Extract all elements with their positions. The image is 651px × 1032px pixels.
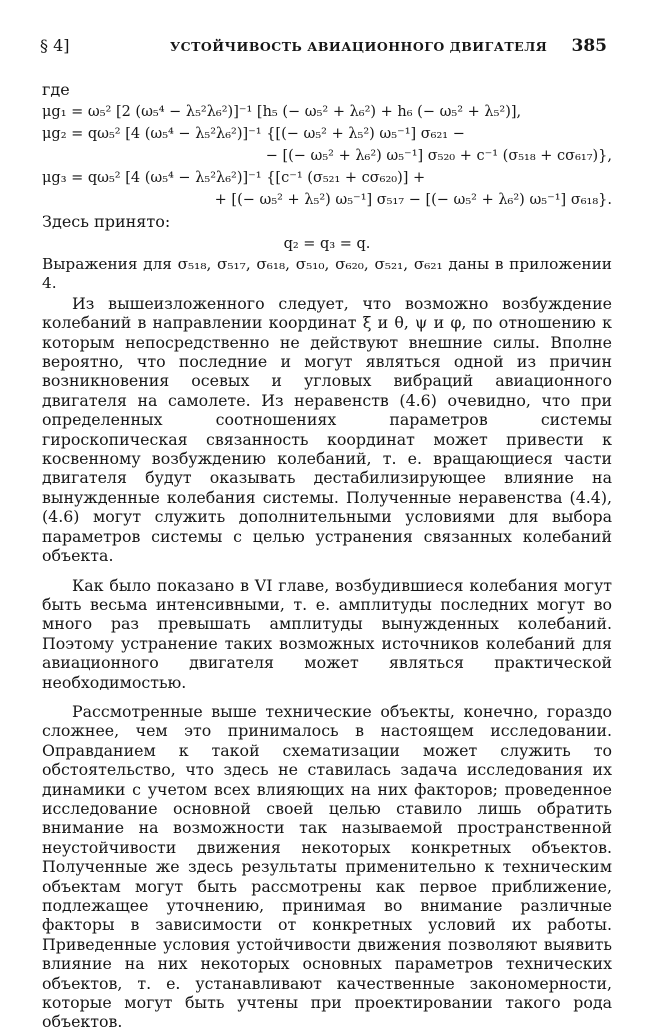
paragraph: Из вышеизложенного следует, что возможно возбуждение колебаний в направлении координат ξ и θ, ψ и φ, по отношению к которым непосредственно не действуют внешние силы. Вполне вероятно, что последние и могут являться одной из причин возникновения осевых и угловых вибраций авиационного двигателя на самолете. Из неравенств (4.6) очевидно, что при определенных соотношениях параметров системы гироскопическая связанность координат может привести к косвенному возбуждению колебаний, т. е. вращающиеся части двигателя будут оказывать дестабилизирующее влияние на вынужденные колебания системы. Полученные неравенства (4.4), (4.6) могут служить дополнительными условиями для выбора параметров системы с целью устранения связанных колебаний объекта. (42, 293, 612, 566)
paragraph: Выражения для σ₅₁₈, σ₅₁₇, σ₆₁₈, σ₅₁₀, σ₆₂₀, σ₅₂₁, σ₆₂₁ даны в приложении 4. (42, 255, 612, 293)
running-title: УСТОЙЧИВОСТЬ АВИАЦИОННОГО ДВИГАТЕЛЯ (170, 39, 548, 54)
where-label: где (42, 80, 70, 99)
body-text (42, 255, 612, 1032)
equation-block (42, 79, 612, 255)
equation-g3-line1: μg₃ = qω₅² [4 (ω₅⁴ − λ₅²λ₆²)]⁻¹ {[c⁻¹ (σ₅₂₁ + cσ₆₂₀)] + (42, 170, 426, 186)
equation-g2-line2: − [(− ω₅² + λ₆²) ω₅⁻¹] σ₅₂₀ + c⁻¹ (σ₅₁₈ + cσ₆₁₇)}, (265, 148, 612, 164)
page-number: 385 (571, 36, 607, 56)
running-header (40, 36, 611, 58)
accepted-equation: q₂ = q₃ = q. (283, 236, 371, 252)
equation-g3-line2: + [(− ω₅² + λ₅²) ω₅⁻¹] σ₅₁₇ − [(− ω₅² + λ₆²) ω₅⁻¹] σ₆₁₈}. (214, 192, 612, 208)
equation-g1: μg₁ = ω₅² [2 (ω₅⁴ − λ₅²λ₆²)]⁻¹ [h₅ (− ω₅² + λ₆²) + h₆ (− ω₅² + λ₅²)], (42, 104, 522, 120)
paragraph: Как было показано в VI главе, возбудившиеся колебания могут быть весьма интенсивными, т. е. амплитуды последних могут во много раз превышать амплитуды вынужденных колебаний. Поэтому устранение таких возможных источников колебаний для авиационного двигателя может являться практической необходимостью. (42, 575, 612, 692)
paragraph: Рассмотренные выше технические объекты, конечно, гораздо сложнее, чем это принималось в настоящем исследовании. Оправданием к такой схематизации может служить то обстоятельство, что здесь не ставилась задача исследования их динамики с учетом всех влияющих на них факторов; проведенное исследование основной своей целью ставило лишь обратить внимание на возможности так называемой пространственной неустойчивости движения некоторых конкретных объектов. Полученные же здесь результаты применительно к техническим объектам могут быть рассмотрены как первое приближение, подлежащее уточнению, принимая во внимание различные факторы в зависимости от конкретных условий их работы. Приведенные условия устойчивости движения позволяют выявить влияние на них некоторых основных параметров технических объектов, т. е. устанавливают качественные закономерности, которые могут быть учтены при проектировании такого рода объектов. (42, 701, 612, 1032)
section-marker: § 4] (40, 36, 70, 55)
equation-g2-line1: μg₂ = qω₅² [4 (ω₅⁴ − λ₅²λ₆²)]⁻¹ {[(− ω₅² + λ₅²) ω₅⁻¹] σ₆₂₁ − (42, 126, 465, 142)
accepted-label: Здесь принято: (42, 212, 171, 231)
